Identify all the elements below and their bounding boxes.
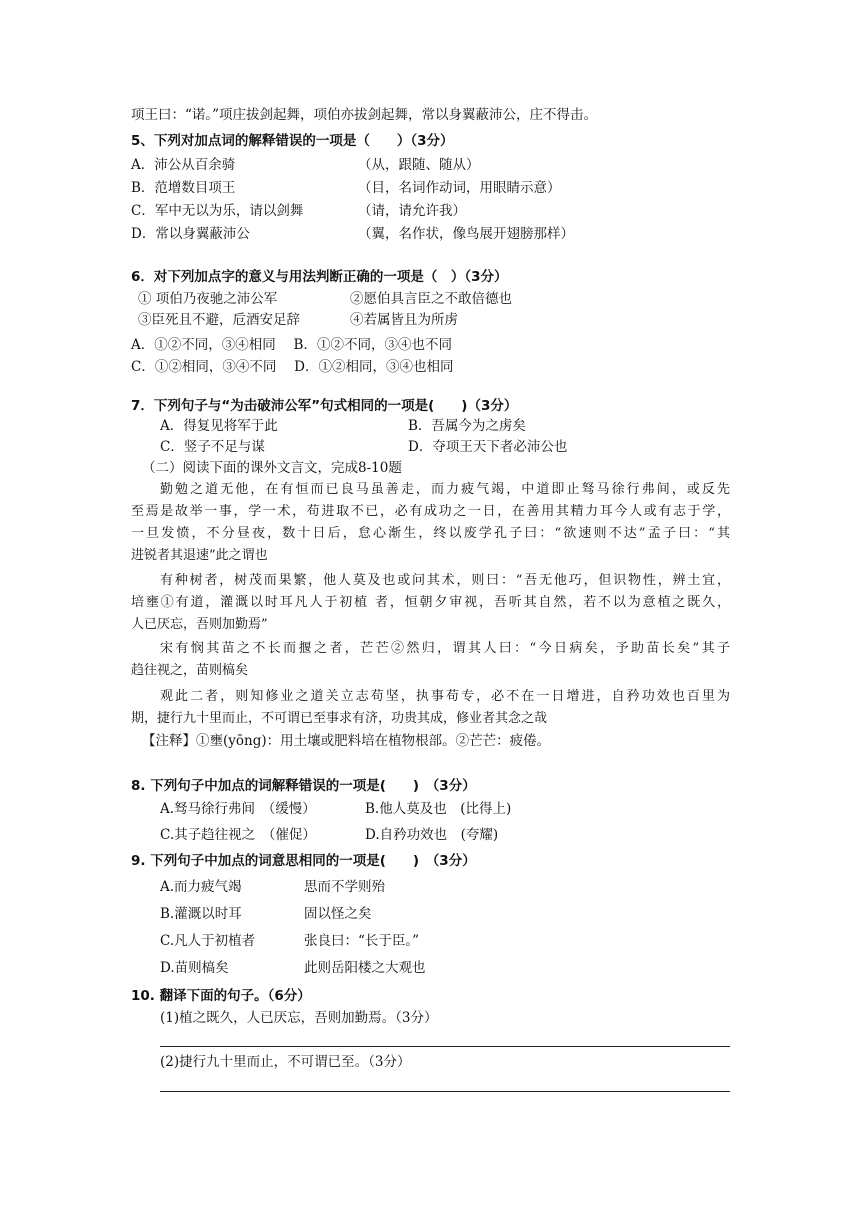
q8-option-c: C.其子趋往视之 （催促）: [160, 827, 316, 843]
q7-option-a: A．得复见将军于此: [160, 418, 278, 434]
passage-line: 一旦发愤，不分昼夜，数十日后，怠心渐生，终以废学孔子曰：“欲速则不达”孟子曰：“其: [131, 526, 730, 541]
q10-stem: 10. 翻译下面的句子。（6分）: [131, 988, 311, 1004]
q7-option-b: B．吾属今为之虏矣: [408, 418, 526, 434]
passage-line: 人已厌忘，吾则加勤焉”: [131, 617, 268, 632]
q9-option-c-pair: 张良曰：“长于臣。”: [304, 933, 420, 949]
q8-stem: 8. 下列句子中加点的词解释错误的一项是( ) （3分）: [131, 778, 476, 794]
q10-sentence-2: (2)捷行九十里而止，不可谓已至。（3分）: [160, 1054, 411, 1070]
passage-line: 培壅①有道，灌溉以时耳凡人于初植 者，恒朝夕审视，吾听其自然，若不以为意植之既久，: [131, 595, 730, 610]
q9-option-a-pair: 思而不学则殆: [304, 879, 385, 895]
q9-stem: 9. 下列句子中加点的词意思相同的一项是( ) （3分）: [131, 853, 476, 869]
passage-line: 趋往视之，苗则槁矣: [131, 663, 249, 678]
passage-line: 至焉是故举一事，学一术，苟进取不已，必有成功之一日，在善用其精力耳今人或有志于学，: [131, 504, 730, 519]
q6-stem: 6．对下列加点字的意义与用法判断正确的一项是（ ）（3分）: [131, 269, 508, 285]
q7-stem: 7．下列句子与“为击破沛公军”句式相同的一项是( )（3分）: [131, 398, 518, 414]
q8-option-a: A.驽马徐行弗间 （缓慢）: [160, 801, 316, 817]
q9-option-d-pair: 此则岳阳楼之大观也: [304, 960, 426, 976]
answer-line[interactable]: [160, 1091, 730, 1092]
q8-option-d: D.自矜功效也 (夸耀): [365, 827, 499, 843]
q5-stem: 5、下列对加点词的解释错误的一项是（ ）（3分）: [131, 133, 454, 149]
q5-option-d-note: （翼，名作状，像鸟展开翅膀那样）: [358, 226, 574, 242]
section-heading: （二）阅读下面的课外文言文，完成8-10题: [142, 460, 402, 476]
q6-item-2: ②愿伯具言臣之不敢倍德也: [350, 291, 512, 307]
q7-option-c: C．竖子不足与谋: [160, 439, 265, 455]
q7-option-d: D．夺项王天下者必沛公也: [408, 439, 568, 455]
passage-line: 勤勉之道无他，在有恒而已良马虽善走，而力疲气竭，中道即止驽马徐行弗间，或反先: [160, 482, 730, 497]
q5-option-c: C．军中无以为乐，请以剑舞: [131, 203, 304, 219]
q9-option-a: A.而力疲气竭: [160, 879, 242, 895]
q9-option-c: C.凡人于初植者: [160, 933, 256, 949]
answer-line[interactable]: [160, 1046, 730, 1047]
q9-option-b-pair: 固以怪之矣: [304, 906, 372, 922]
passage-tail: 项王曰：“诺。”项庄拔剑起舞，项伯亦拔剑起舞，常以身翼蔽沛公，庄不得击。: [131, 107, 598, 123]
q5-option-b-note: （目，名词作动词，用眼睛示意）: [358, 180, 561, 196]
q5-option-c-note: （请，请允许我）: [358, 203, 466, 219]
q5-option-b: B．范增数目项王: [131, 180, 236, 196]
q6-item-4: ④若属皆且为所虏: [350, 312, 458, 328]
q6-options-ab: A．①②不同，③④相同 B．①②不同，③④也不同: [131, 337, 452, 353]
q10-sentence-1: (1)植之既久，人已厌忘，吾则加勤焉。（3分）: [160, 1010, 438, 1026]
passage-line: 有种树者，树茂而果繁，他人莫及也或问其术，则曰：“吾无他巧，但识物性，辨土宜，: [160, 573, 730, 588]
q6-options-cd: C．①②相同，③④不同 D．①②相同，③④也相同: [131, 359, 454, 375]
q6-item-1: ① 项伯乃夜驰之沛公军: [138, 291, 278, 307]
q9-option-d: D.苗则槁矣: [160, 960, 229, 976]
q8-option-b: B.他人莫及也 (比得上): [365, 801, 512, 817]
passage-line: 期，捷行九十里而止，不可谓已至事求有济，功贵其成，修业者其念之哉: [131, 711, 548, 726]
q9-option-b: B.灌溉以时耳: [160, 906, 242, 922]
passage-line: 进锐者其退速”此之谓也: [131, 548, 268, 563]
passage-line: 宋有悯其苗之不长而揠之者，芒芒②然归，谓其人曰：“今日病矣，予助苗长矣”其子: [160, 641, 730, 656]
q6-item-3: ③臣死且不避，卮酒安足辞: [138, 312, 300, 328]
q5-option-a-note: （从，跟随、随从）: [358, 157, 480, 173]
q5-option-a: A．沛公从百余骑: [131, 157, 236, 173]
passage-note: 【注释】①壅(yōng)：用土壤或肥料培在植物根部。②芒芒：疲倦。: [142, 733, 551, 749]
passage-line: 观此二者，则知修业之道关立志苟坚，执事苟专，必不在一日增进，自矜功效也百里为: [160, 689, 730, 704]
q5-option-d: D．常以身翼蔽沛公: [131, 226, 250, 242]
